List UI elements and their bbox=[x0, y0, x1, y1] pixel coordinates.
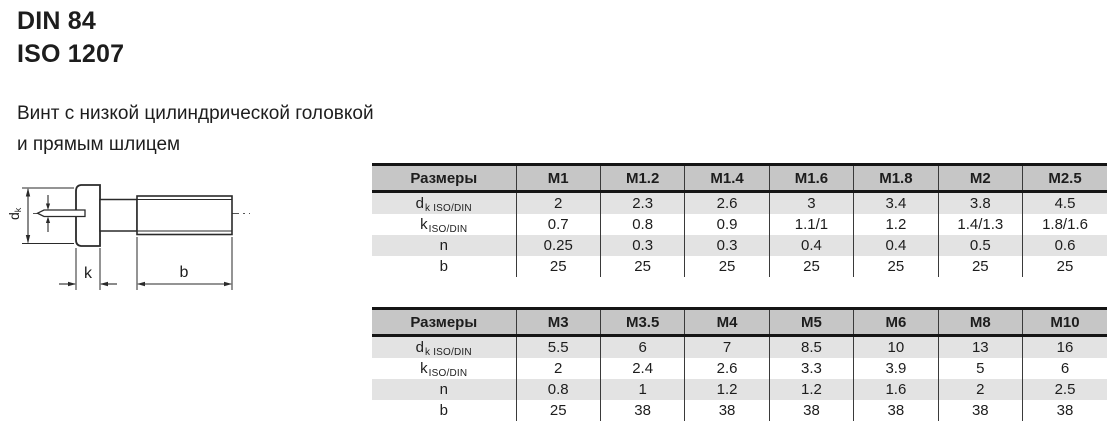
value-cell: 0.8 bbox=[516, 379, 600, 400]
value-cell: 2.6 bbox=[685, 192, 769, 215]
row-label bbox=[372, 235, 516, 256]
slot-arrow-up-icon bbox=[46, 217, 50, 224]
row-label-symbol: d bbox=[415, 339, 425, 356]
table-row bbox=[372, 400, 1107, 421]
subtitle-line-2: и прямым шлицем bbox=[17, 134, 181, 155]
size-table-m1-m2.5 bbox=[372, 163, 1107, 277]
dimensions-column-header: Размеры bbox=[372, 309, 516, 336]
size-column-header: M1.4 bbox=[685, 165, 769, 192]
row-label-symbol: k bbox=[420, 216, 428, 233]
value-cell: 2 bbox=[938, 379, 1022, 400]
value-cell: 38 bbox=[685, 400, 769, 421]
b-dimension-label: b bbox=[179, 264, 189, 281]
table-row bbox=[372, 235, 1107, 256]
row-label-subscript: ISO/DIN bbox=[428, 224, 468, 235]
value-cell: 38 bbox=[769, 400, 853, 421]
size-column-header: M3 bbox=[516, 309, 600, 336]
row-label-symbol: d bbox=[415, 195, 425, 212]
table-row bbox=[372, 358, 1107, 379]
row-label-symbol: b bbox=[439, 402, 448, 419]
dk-arrow-up-icon bbox=[26, 188, 30, 197]
value-cell: 0.5 bbox=[938, 235, 1022, 256]
value-cell: 3.9 bbox=[854, 358, 938, 379]
value-cell: 1.1/1 bbox=[769, 214, 853, 235]
size-column-header: M2 bbox=[938, 165, 1022, 192]
size-column-header: M5 bbox=[769, 309, 853, 336]
row-label-symbol: n bbox=[439, 237, 448, 254]
value-cell: 0.4 bbox=[769, 235, 853, 256]
row-label-symbol: n bbox=[439, 381, 448, 398]
value-cell: 10 bbox=[854, 336, 938, 359]
value-cell: 1.2 bbox=[854, 214, 938, 235]
row-label bbox=[372, 192, 516, 215]
screw-shank bbox=[100, 200, 137, 232]
value-cell: 3 bbox=[769, 192, 853, 215]
value-cell: 16 bbox=[1023, 336, 1107, 359]
value-cell: 0.6 bbox=[1023, 235, 1107, 256]
value-cell: 8.5 bbox=[769, 336, 853, 359]
page-subtitle bbox=[17, 98, 374, 160]
standard-iso: ISO 1207 bbox=[17, 40, 125, 68]
value-cell: 25 bbox=[938, 256, 1022, 277]
size-column-header: M3.5 bbox=[600, 309, 684, 336]
value-cell: 38 bbox=[938, 400, 1022, 421]
value-cell: 13 bbox=[938, 336, 1022, 359]
value-cell: 25 bbox=[516, 256, 600, 277]
row-label-symbol: b bbox=[439, 258, 448, 275]
value-cell: 6 bbox=[1023, 358, 1107, 379]
table-row bbox=[372, 192, 1107, 215]
value-cell: 5.5 bbox=[516, 336, 600, 359]
value-cell: 6 bbox=[600, 336, 684, 359]
screw-technical-drawing bbox=[0, 158, 320, 310]
screw-thread-outline bbox=[137, 196, 232, 235]
value-cell: 1.2 bbox=[769, 379, 853, 400]
value-cell: 5 bbox=[938, 358, 1022, 379]
slot-section bbox=[38, 210, 86, 217]
k-dimension-label: k bbox=[84, 265, 92, 282]
size-column-header: M1.6 bbox=[769, 165, 853, 192]
value-cell: 3.4 bbox=[854, 192, 938, 215]
value-cell: 1.2 bbox=[685, 379, 769, 400]
size-column-header: M1.2 bbox=[600, 165, 684, 192]
value-cell: 38 bbox=[854, 400, 938, 421]
table-header-row bbox=[372, 165, 1107, 192]
size-column-header: M4 bbox=[685, 309, 769, 336]
size-column-header: M2.5 bbox=[1023, 165, 1107, 192]
value-cell: 25 bbox=[854, 256, 938, 277]
value-cell: 2.3 bbox=[600, 192, 684, 215]
value-cell: 2.6 bbox=[685, 358, 769, 379]
table-header-row bbox=[372, 309, 1107, 336]
size-column-header: M6 bbox=[854, 309, 938, 336]
value-cell: 25 bbox=[516, 400, 600, 421]
row-label bbox=[372, 358, 516, 379]
dimensions-column-header: Размеры bbox=[372, 165, 516, 192]
dimensions-table bbox=[372, 307, 1107, 421]
value-cell: 38 bbox=[1023, 400, 1107, 421]
value-cell: 0.8 bbox=[600, 214, 684, 235]
value-cell: 2 bbox=[516, 358, 600, 379]
value-cell: 3.3 bbox=[769, 358, 853, 379]
page-title bbox=[17, 5, 124, 71]
value-cell: 1 bbox=[600, 379, 684, 400]
size-table-m3-m10 bbox=[372, 307, 1107, 421]
row-label bbox=[372, 256, 516, 277]
value-cell: 25 bbox=[769, 256, 853, 277]
b-arrow-left-icon bbox=[137, 282, 145, 286]
value-cell: 1.4/1.3 bbox=[938, 214, 1022, 235]
size-column-header: M1 bbox=[516, 165, 600, 192]
value-cell: 0.9 bbox=[685, 214, 769, 235]
value-cell: 0.7 bbox=[516, 214, 600, 235]
dk-arrow-down-icon bbox=[26, 235, 30, 244]
value-cell: 2.5 bbox=[1023, 379, 1107, 400]
row-label-subscript: k ISO/DIN bbox=[425, 347, 472, 358]
value-cell: 0.3 bbox=[600, 235, 684, 256]
value-cell: 1.8/1.6 bbox=[1023, 214, 1107, 235]
row-label-subscript: k ISO/DIN bbox=[425, 203, 472, 214]
row-label-symbol: k bbox=[420, 360, 428, 377]
value-cell: 0.4 bbox=[854, 235, 938, 256]
size-column-header: M10 bbox=[1023, 309, 1107, 336]
row-label bbox=[372, 336, 516, 359]
value-cell: 25 bbox=[1023, 256, 1107, 277]
dk-dimension-label: dk bbox=[6, 207, 23, 220]
b-arrow-right-icon bbox=[224, 282, 232, 286]
table-row bbox=[372, 214, 1107, 235]
slot-arrow-down-icon bbox=[46, 204, 50, 211]
row-label bbox=[372, 400, 516, 421]
value-cell: 25 bbox=[600, 256, 684, 277]
dimensions-table bbox=[372, 163, 1107, 277]
standard-din: DIN 84 bbox=[17, 7, 97, 35]
value-cell: 2 bbox=[516, 192, 600, 215]
k-arrow-right-icon bbox=[68, 282, 76, 286]
value-cell: 7 bbox=[685, 336, 769, 359]
value-cell: 4.5 bbox=[1023, 192, 1107, 215]
value-cell: 2.4 bbox=[600, 358, 684, 379]
k-arrow-left-icon bbox=[100, 282, 108, 286]
value-cell: 1.6 bbox=[854, 379, 938, 400]
size-column-header: M8 bbox=[938, 309, 1022, 336]
value-cell: 0.3 bbox=[685, 235, 769, 256]
table-row bbox=[372, 336, 1107, 359]
value-cell: 3.8 bbox=[938, 192, 1022, 215]
table-row bbox=[372, 379, 1107, 400]
row-label bbox=[372, 214, 516, 235]
value-cell: 0.25 bbox=[516, 235, 600, 256]
value-cell: 38 bbox=[600, 400, 684, 421]
size-column-header: M1.8 bbox=[854, 165, 938, 192]
subtitle-line-1: Винт с низкой цилиндрической головкой bbox=[17, 103, 374, 124]
row-label-subscript: ISO/DIN bbox=[428, 368, 468, 379]
table-row bbox=[372, 256, 1107, 277]
row-label bbox=[372, 379, 516, 400]
value-cell: 25 bbox=[685, 256, 769, 277]
